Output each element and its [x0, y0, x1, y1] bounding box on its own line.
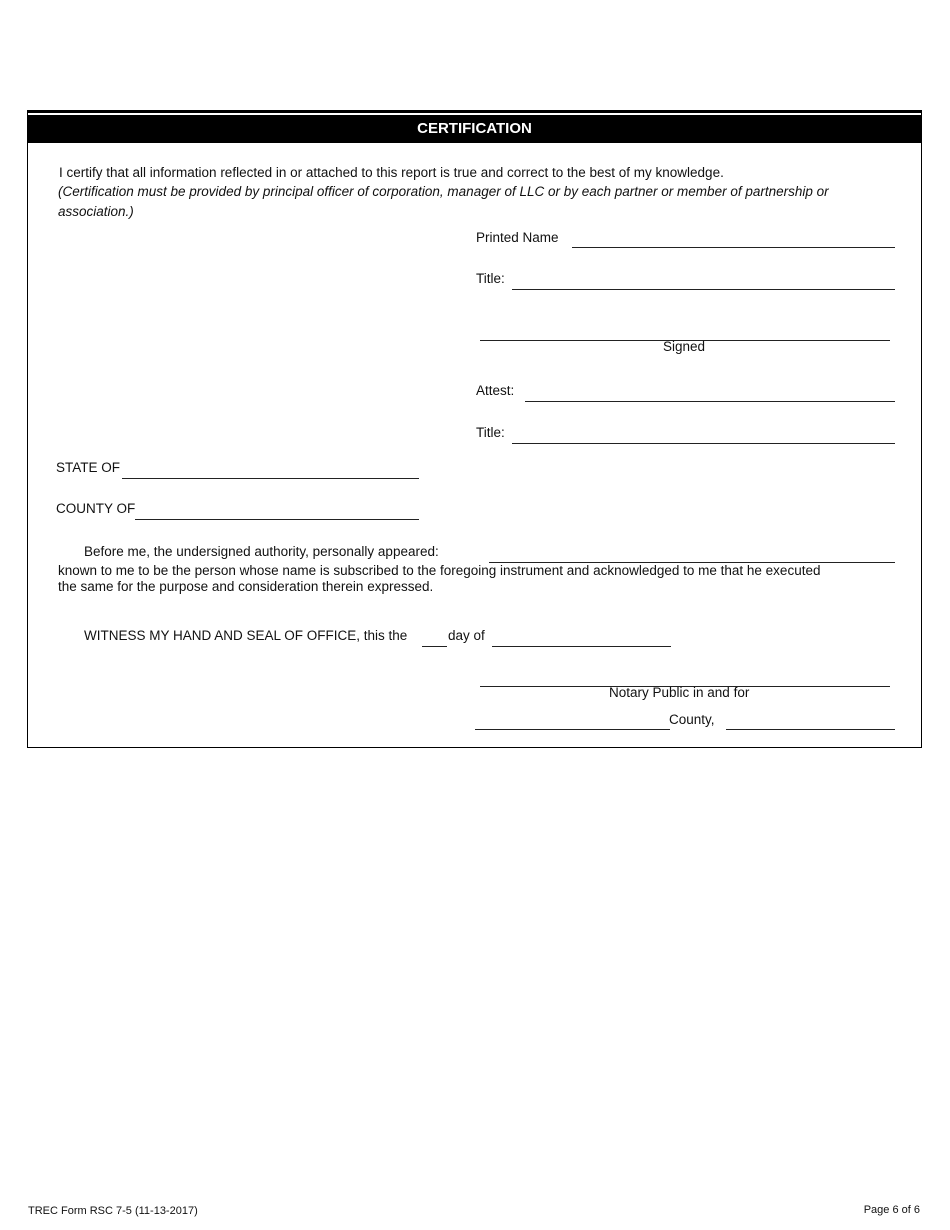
section-title: CERTIFICATION — [28, 115, 921, 143]
form-id: TREC Form RSC 7-5 (11-13-2017) — [28, 1205, 198, 1217]
signed-label: Signed — [663, 339, 706, 354]
title-field[interactable] — [512, 289, 895, 290]
notary-public-label: Notary Public in and for — [609, 685, 750, 700]
attest-title-field[interactable] — [512, 443, 895, 444]
known-text-cont: the same for the purpose and consideration therein expressed. — [58, 579, 434, 594]
certification-section — [27, 110, 922, 748]
attest-title-label: Title: — [476, 425, 505, 440]
notary-county-field[interactable] — [475, 729, 670, 730]
certification-statement: I certify that all information reflected in or attached to this report is true and correct to the best of my knowledge. — [59, 165, 724, 180]
month-year-field[interactable] — [492, 646, 671, 647]
witness-text: WITNESS MY HAND AND SEAL OF OFFICE, this the — [84, 628, 408, 643]
attest-label: Attest: — [476, 383, 515, 398]
page-number: Page 6 of 6 — [863, 1204, 920, 1216]
notary-state-field[interactable] — [726, 729, 895, 730]
county-field[interactable] — [135, 519, 419, 520]
attest-field[interactable] — [525, 401, 895, 402]
day-of-label: day of — [448, 628, 485, 643]
state-label: STATE OF — [56, 460, 120, 475]
day-field[interactable] — [422, 646, 447, 647]
title-label: Title: — [476, 271, 505, 286]
appeared-text: Before me, the undersigned authority, personally appeared: — [84, 544, 439, 559]
state-field[interactable] — [122, 478, 419, 479]
notary-county-label: County, — [669, 712, 715, 727]
county-label: COUNTY OF — [56, 501, 136, 516]
certification-note-cont: association.) — [58, 204, 134, 219]
certification-note: (Certification must be provided by principal officer of corporation, manager of LLC or by each partner or member of partnership or — [58, 184, 829, 199]
printed-name-field[interactable] — [572, 247, 895, 248]
known-text: known to me to be the person whose name is subscribed to the foregoing instrument and acknowledged to me that he executed — [58, 563, 821, 578]
printed-name-label: Printed Name — [476, 230, 559, 245]
